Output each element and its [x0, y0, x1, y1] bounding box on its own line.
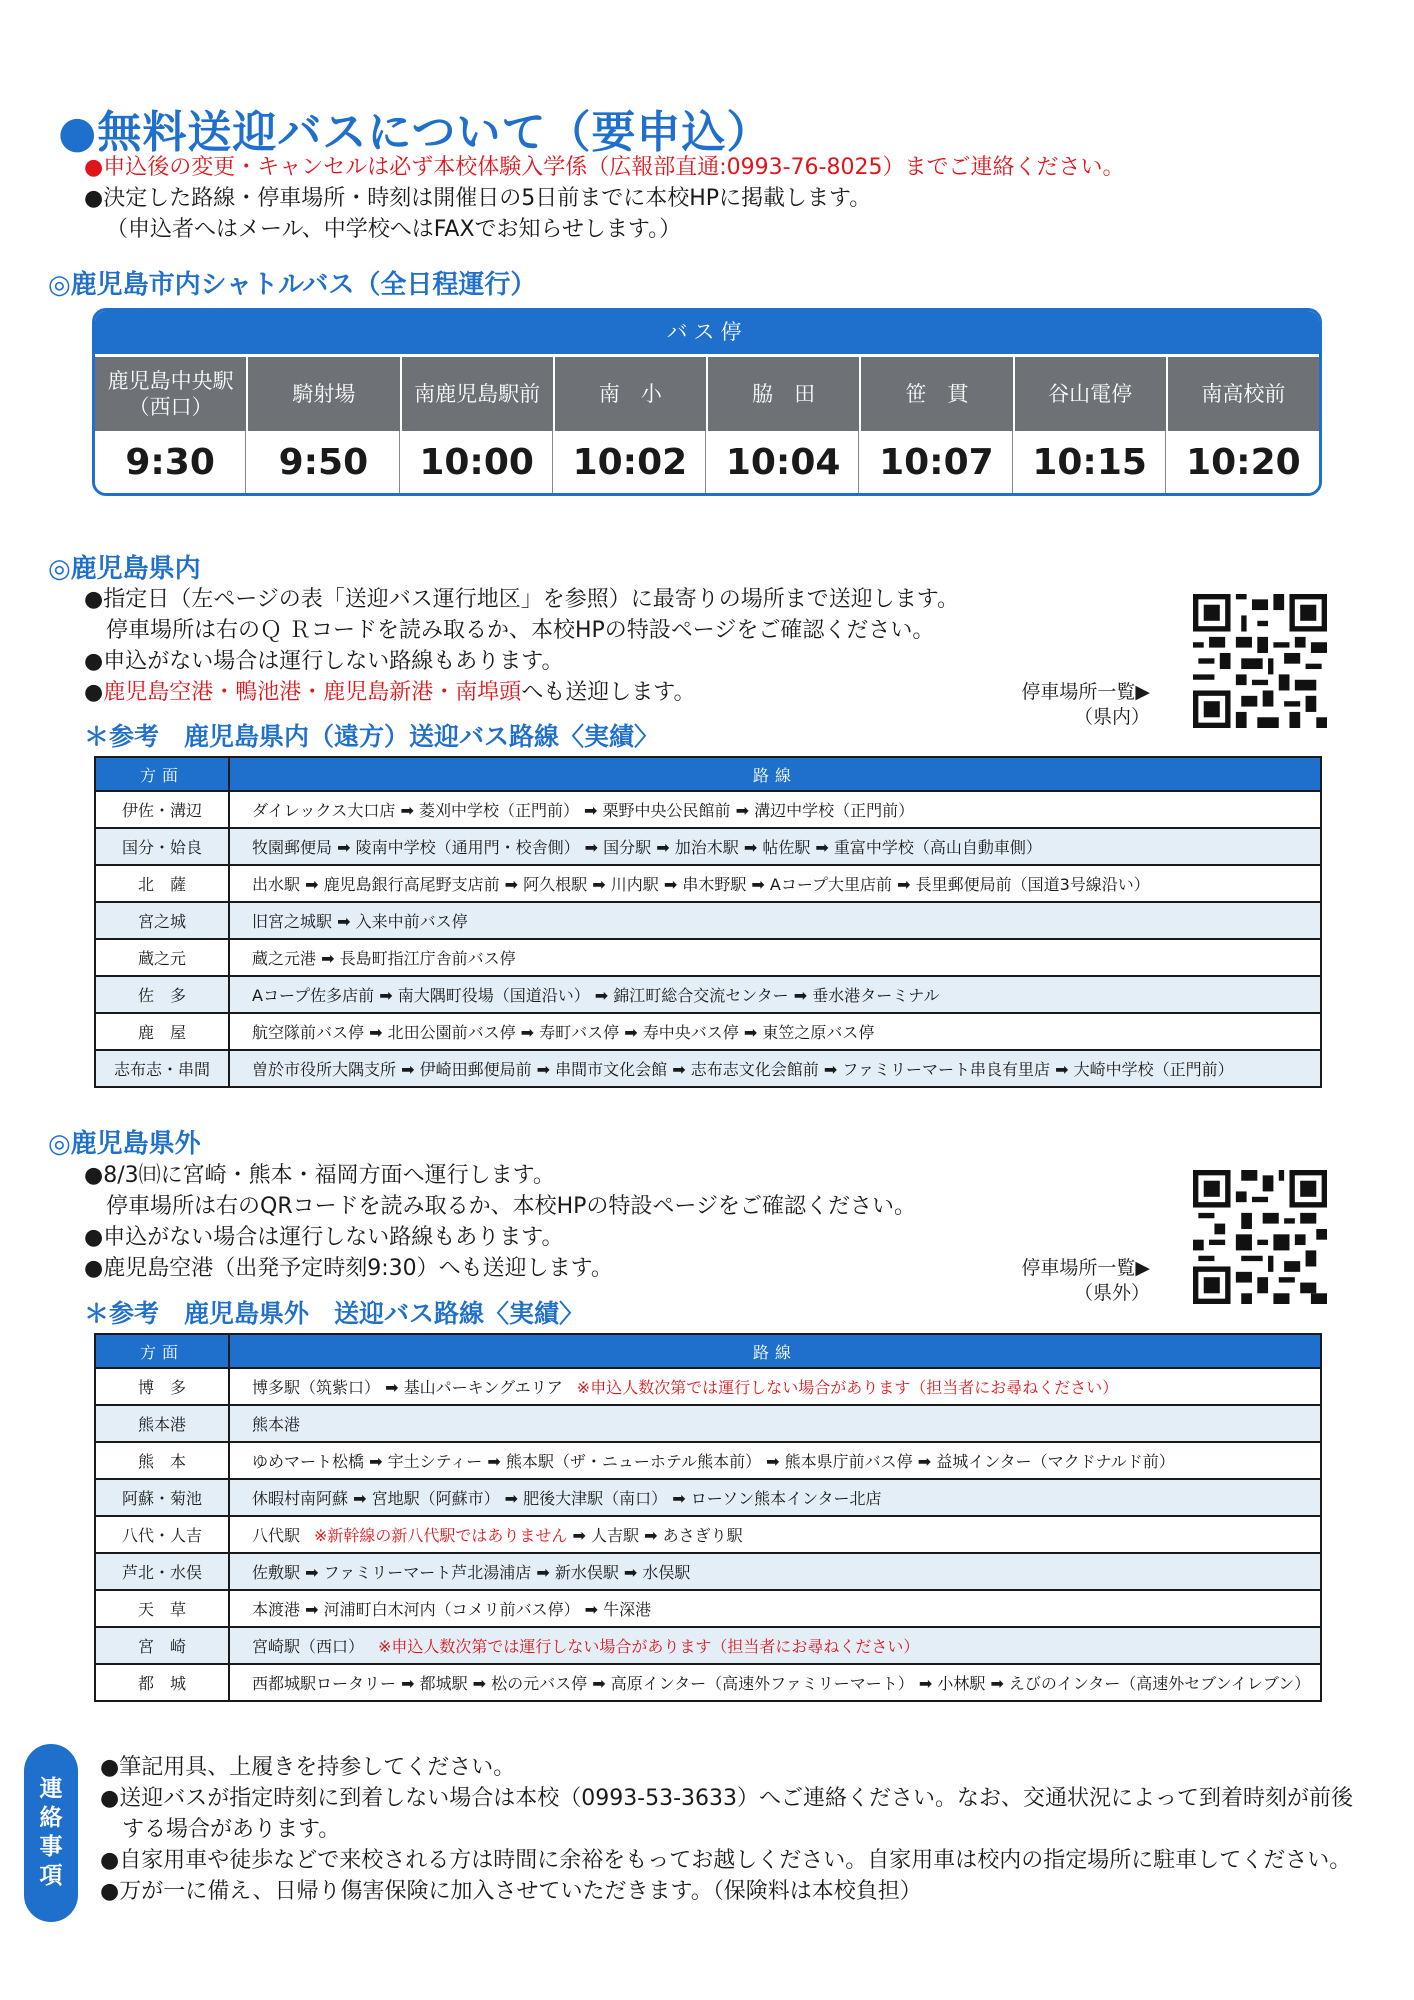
route-text: 航空隊前バス停 ➡ 北田公園前バス停 ➡ 寿町バス停 ➡ 寿中央バス停 ➡ 東笠之原バス停 [252, 1023, 875, 1042]
shuttle-stop-column [248, 354, 401, 493]
route-note: ※申込人数次第では運行しない場合があります（担当者にお尋ねください） [576, 1378, 1119, 1397]
inside-note-4: ●鹿児島空港・鴨池港・鹿児島新港・南埠頭へも送迎します。 [84, 680, 696, 705]
route-direction: 佐 多 [95, 976, 229, 1013]
qr-code-icon [1193, 594, 1327, 728]
route-text: 博多駅（筑紫口） ➡ 基山パーキングエリア [252, 1378, 563, 1397]
route-direction: 都 城 [95, 1664, 229, 1701]
shuttle-timetable [92, 308, 1322, 496]
route-stops [229, 1479, 1321, 1516]
route-text: ダイレックス大口店 ➡ 菱刈中学校（正門前） ➡ 栗野中央公民館前 ➡ 溝辺中学校（正門前） [252, 801, 915, 820]
route-text: 熊本港 [252, 1415, 301, 1434]
inside-route-table [94, 756, 1322, 1088]
departure-time: 10:20 [1168, 431, 1319, 493]
table-row [95, 1405, 1321, 1442]
bus-stop-name [708, 354, 859, 431]
route-direction: 阿蘇・菊池 [95, 1479, 229, 1516]
route-text: 牧園郵便局 ➡ 陵南中学校（通用門・校舎側） ➡ 国分駅 ➡ 加治木駅 ➡ 帖佐駅 ➡ 重富中学校（高山自動車側） [252, 838, 1042, 857]
contact-note-3: ●自家用車や徒歩などで来校される方は時間に余裕をもってお越しください。自家用車は校内の指定場所に駐車してください。 [100, 1848, 1352, 1873]
contact-badge [24, 1744, 78, 1922]
bus-stop-label: 谷山電停 [1048, 382, 1133, 406]
inside-heading: ◎鹿児島県内 [48, 554, 201, 584]
departure-time: 9:50 [248, 431, 399, 493]
route-stops [229, 939, 1321, 976]
route-direction: 熊本港 [95, 1405, 229, 1442]
bus-stop-label: 騎射場 [292, 382, 356, 406]
table-row [95, 1627, 1321, 1664]
departure-time: 10:02 [555, 431, 706, 493]
outside-heading: ◎鹿児島県外 [48, 1129, 201, 1159]
departure-time: 10:15 [1015, 431, 1166, 493]
inside-note-3: ●申込がない場合は運行しない路線もあります。 [84, 649, 564, 674]
inside-note-1: ●指定日（左ページの表「送迎バス運行地区」を参照）に最寄りの場所まで送迎します。 [84, 587, 959, 612]
bus-stop-sublabel: （西口） [128, 395, 213, 419]
bus-stop-name [1168, 354, 1319, 431]
route-text: 本渡港 ➡ 河浦町白木河内（コメリ前バス停） ➡ 牛深港 [252, 1600, 652, 1619]
outside-route-table [94, 1333, 1322, 1702]
route-direction: 鹿 屋 [95, 1013, 229, 1050]
table-row [95, 865, 1321, 902]
table-row [95, 1553, 1321, 1590]
table-row [95, 902, 1321, 939]
inside-ref-heading: ＊参考 鹿児島県内（遠方）送迎バス路線〈実績〉 [84, 722, 660, 751]
route-text: Aコープ佐多店前 ➡ 南大隅町役場（国道沿い） ➡ 錦江町総合交流センター ➡ 垂水港ターミナル [252, 986, 940, 1005]
route-text: 宮崎駅（西口） [252, 1637, 365, 1656]
departure-time: 10:00 [402, 431, 553, 493]
route-text: 休暇村南阿蘇 ➡ 宮地駅（阿蘇市） ➡ 肥後大津駅（南口） ➡ ローソン熊本インター北店 [252, 1489, 882, 1508]
route-direction: 宮 崎 [95, 1627, 229, 1664]
route-stops [229, 1553, 1321, 1590]
outside-note-1: ●8/3㈰に宮崎・熊本・福岡方面へ運行します。 [84, 1163, 555, 1188]
notice-schedule: ●決定した路線・停車場所・時刻は開催日の5日前までに本校HPに掲載します。 [84, 186, 872, 211]
contact-note-2: ●送迎バスが指定時刻に到着しない場合は本校（0993-53-3633）へご連絡ください。なお、交通状況によって到着時刻が前後 [100, 1786, 1354, 1811]
shuttle-header: バス停 [95, 311, 1319, 354]
table-row [95, 791, 1321, 828]
badge-char: 項 [39, 1863, 63, 1889]
route-direction: 博 多 [95, 1368, 229, 1405]
route-stops [229, 1664, 1321, 1701]
bus-stop-name [1015, 354, 1166, 431]
contact-note-2b: する場合があります。 [122, 1817, 341, 1842]
outside-notes [84, 1160, 916, 1284]
route-stops [229, 1405, 1321, 1442]
shuttle-stop-column [708, 354, 861, 493]
shuttle-stop-column [1168, 354, 1319, 493]
route-stops [229, 1516, 1321, 1553]
table-row [95, 828, 1321, 865]
route-direction: 国分・姶良 [95, 828, 229, 865]
inside-note-2: 停車場所は右のＱ Ｒコードを読み取るか、本校HPの特設ページをご確認ください。 [106, 618, 935, 643]
notices [84, 152, 1124, 245]
inside-extra-stops: 鹿児島空港・鴨池港・鹿児島新港・南埠頭 [103, 680, 522, 705]
outside-qr-code[interactable] [1193, 1170, 1327, 1308]
contact-note-4: ●万が一に備え、日帰り傷害保険に加入させていただきます。（保険料は本校負担） [100, 1879, 922, 1904]
departure-time: 10:07 [861, 431, 1012, 493]
route-note: ※新幹線の新八代駅ではありません [314, 1526, 568, 1545]
bus-stop-label: 笹 貫 [905, 382, 969, 406]
bus-stop-label: 南鹿児島駅前 [414, 382, 541, 406]
route-text: 曽於市役所大隅支所 ➡ 伊崎田郵便局前 ➡ 串間市文化会館 ➡ 志布志文化会館前 ➡ ファミリーマート串良有里店 ➡ 大崎中学校（正門前） [252, 1060, 1234, 1079]
route-text-continued: ➡ 人吉駅 ➡ あさぎり駅 [567, 1526, 743, 1545]
route-stops [229, 828, 1321, 865]
table-row [95, 1050, 1321, 1087]
outside-note-2: 停車場所は右のQRコードを読み取るか、本校HPの特設ページをご確認ください。 [106, 1194, 916, 1219]
table-row [95, 1664, 1321, 1701]
table-row [95, 1479, 1321, 1516]
shuttle-stop-column [1015, 354, 1168, 493]
qr-code-icon [1193, 1170, 1327, 1304]
inside-qr-label: 停車場所一覧▶ （県内） [1021, 681, 1150, 728]
bus-stop-label: 鹿児島中央駅 [107, 369, 234, 393]
table-row [95, 1368, 1321, 1405]
route-direction: 天 草 [95, 1590, 229, 1627]
departure-time: 9:30 [95, 431, 246, 493]
contact-note-1: ●筆記用具、上履きを持参してください。 [100, 1755, 516, 1780]
table-row [95, 1013, 1321, 1050]
bus-stop-label: 南高校前 [1201, 382, 1286, 406]
route-stops [229, 1627, 1321, 1664]
outside-note-3: ●申込がない場合は運行しない路線もあります。 [84, 1225, 564, 1250]
shuttle-heading: ◎鹿児島市内シャトルバス（全日程運行） [48, 270, 537, 300]
route-text: ゆめマート松橋 ➡ 宇土シティー ➡ 熊本駅（ザ・ニューホテル熊本前） ➡ 熊本県庁前バス停 ➡ 益城インター（マクドナルド前） [252, 1452, 1175, 1471]
bus-stop-name [248, 354, 399, 431]
route-stops [229, 976, 1321, 1013]
route-direction: 芦北・水俣 [95, 1553, 229, 1590]
shuttle-stop-column [95, 354, 248, 493]
route-text: 出水駅 ➡ 鹿児島銀行高尾野支店前 ➡ 阿久根駅 ➡ 川内駅 ➡ 串木野駅 ➡ Aコープ大里店前 ➡ 長里郵便局前（国道3号線沿い） [252, 875, 1150, 894]
contact-notes [100, 1752, 1360, 1907]
col-route: 路線 [229, 1334, 1321, 1368]
outside-note-4: ●鹿児島空港（出発予定時刻9:30）へも送迎します。 [84, 1256, 613, 1281]
table-row [95, 1516, 1321, 1553]
outside-qr-label: 停車場所一覧▶ （県外） [1021, 1257, 1150, 1304]
badge-char: 連 [39, 1776, 63, 1802]
route-direction: 熊 本 [95, 1442, 229, 1479]
route-stops [229, 1013, 1321, 1050]
route-stops [229, 1590, 1321, 1627]
bus-stop-name [555, 354, 706, 431]
inside-qr-code[interactable] [1193, 594, 1327, 732]
departure-time: 10:04 [708, 431, 859, 493]
bus-stop-name [95, 354, 246, 431]
route-direction: 志布志・串間 [95, 1050, 229, 1087]
route-text: 佐敷駅 ➡ ファミリーマート芦北湯浦店 ➡ 新水俣駅 ➡ 水俣駅 [252, 1563, 691, 1582]
bus-stop-name [861, 354, 1012, 431]
route-note: ※申込人数次第では運行しない場合があります（担当者にお尋ねください） [378, 1637, 920, 1656]
route-stops [229, 1442, 1321, 1479]
table-row [95, 1442, 1321, 1479]
shuttle-stop-column [555, 354, 708, 493]
route-text: 旧宮之城駅 ➡ 入来中前バス停 [252, 912, 468, 931]
notice-change-cancel: ●申込後の変更・キャンセルは必ず本校体験入学係（広報部直通:0993-76-8025）までご連絡ください。 [84, 155, 1125, 180]
notice-contact-method: （申込者へはメール、中学校へはFAXでお知らせします。） [106, 217, 682, 242]
col-dir: 方面 [95, 757, 229, 791]
table-row [95, 1590, 1321, 1627]
route-direction: 伊佐・溝辺 [95, 791, 229, 828]
shuttle-stop-column [402, 354, 555, 493]
table-row [95, 976, 1321, 1013]
page-title: ●無料送迎バスについて（要申込） [58, 107, 772, 158]
shuttle-stop-column [861, 354, 1014, 493]
route-stops [229, 1050, 1321, 1087]
bus-stop-label: 南 小 [598, 382, 662, 406]
table-row [95, 939, 1321, 976]
badge-char: 絡 [39, 1805, 63, 1831]
col-route: 路線 [229, 757, 1321, 791]
route-stops [229, 902, 1321, 939]
col-dir: 方面 [95, 1334, 229, 1368]
route-stops [229, 791, 1321, 828]
route-stops [229, 865, 1321, 902]
bus-stop-label: 脇 田 [752, 382, 816, 406]
bus-stop-name [402, 354, 553, 431]
route-direction: 蔵之元 [95, 939, 229, 976]
route-direction: 宮之城 [95, 902, 229, 939]
badge-char: 事 [39, 1834, 63, 1860]
route-stops [229, 1368, 1321, 1405]
outside-ref-heading: ＊参考 鹿児島県外 送迎バス路線〈実績〉 [84, 1299, 585, 1328]
route-text: 蔵之元港 ➡ 長島町指江庁舎前バス停 [252, 949, 516, 968]
route-text: 八代駅 [252, 1526, 301, 1545]
route-text: 西都城駅ロータリー ➡ 都城駅 ➡ 松の元バス停 ➡ 高原インター（高速外ファミリーマート） ➡ 小林駅 ➡ えびのインター（高速外セブンイレブン） [252, 1674, 1311, 1693]
route-direction: 八代・人吉 [95, 1516, 229, 1553]
route-direction: 北 薩 [95, 865, 229, 902]
inside-notes [84, 584, 959, 708]
